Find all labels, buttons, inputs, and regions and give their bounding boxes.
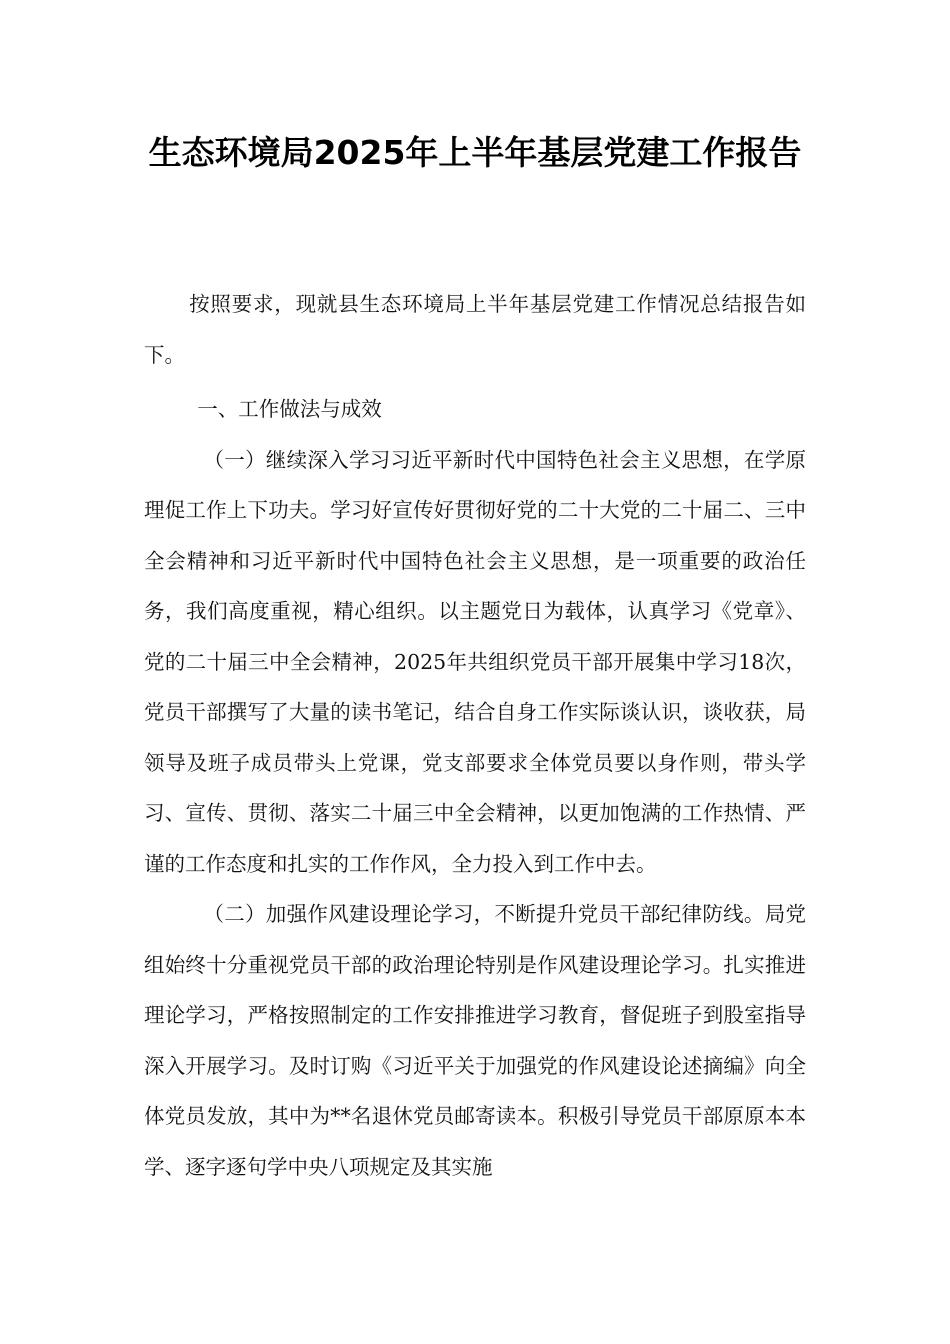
- intro-paragraph: 按照要求，现就县生态环境局上半年基层党建工作情况总结报告如下。: [144, 292, 806, 367]
- document-body: [144, 279, 806, 1192]
- body-paragraph: （二）加强作风建设理论学习，不断提升党员干部纪律防线。局党组始终十分重视党员干部的政治理论特别是作风建设理论学习。扎实推进理论学习，严格按照制定的工作安排推进学习教育，督促班子到股室指导深入开展学习。及时订购《习近平关于加强党的作风建设论述摘编》向全体党员发放，其中为**名退休党员邮寄读本。积极引导党员干部原原本本学、逐字逐句学中央八项规定及其实施: [144, 902, 806, 1179]
- body-paragraph: （一）继续深入学习习近平新时代中国特色社会主义思想，在学原理促工作上下功夫。学习好宣传好贯彻好党的二十大党的二十届二、三中全会精神和习近平新时代中国特色社会主义思想，是一项重要的政治任务，我们高度重视，精心组织。以主题党日为载体，认真学习《党章》、党的二十届三中全会精神，2025年共组织党员干部开展集中学习18次，党员干部撰写了大量的读书笔记，结合自身工作实际谈认识，谈收获，局领导及班子成员带头上党课，党支部要求全体党员要以身作则，带头学习、宣传、贯彻、落实二十届三中全会精神，以更加饱满的工作热情、严谨的工作态度和扎实的工作作风，全力投入到工作中去。: [144, 447, 806, 876]
- document-title: 生态环境局2025年上半年基层党建工作报告: [148, 133, 802, 172]
- section-heading: 一、工作做法与成效: [197, 397, 382, 421]
